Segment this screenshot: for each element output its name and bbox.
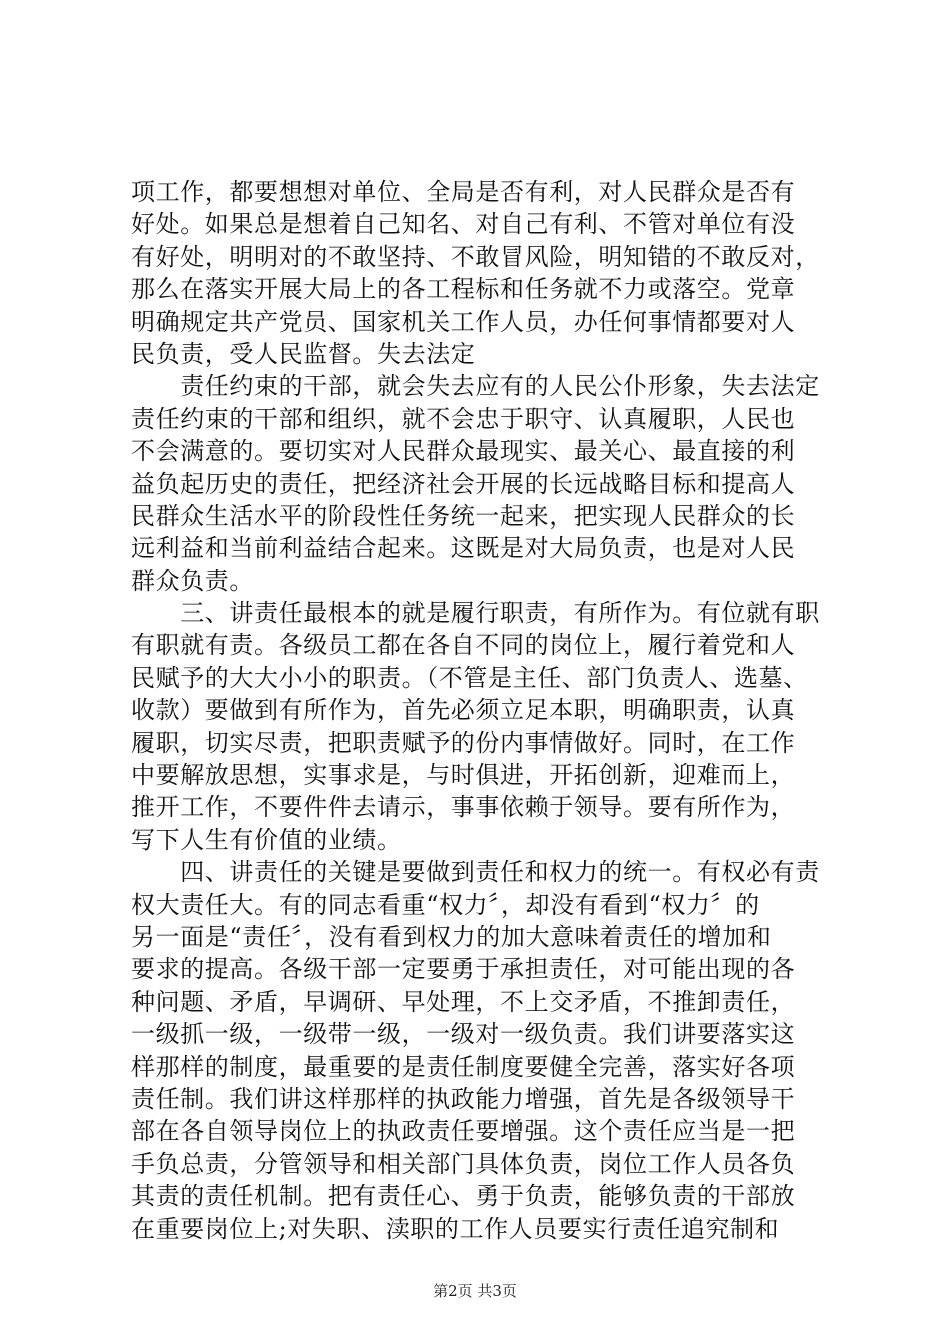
page-number-footer: 第2页 共3页 [433,1282,517,1300]
text-line: 责任约束的干部，就会失去应有的人民公仆形象，失去法定 [131,372,820,401]
text-line: 民赋予的大大小小的职责。（不管是主任、部门负责人、选墓、 [131,663,808,692]
text-line: 有职就有责。各级员工都在各自不同的岗位上，履行着党和人 [131,631,796,660]
text-line: 民负责，受人民监督。失去法定 [131,339,476,368]
text-line: 收款）要做到有所作为，首先必须立足本职，明确职责，认真 [131,696,796,725]
text-line: 好处。如果总是想着自己知名、对自己有利、不管对单位有没 [131,210,796,239]
text-line: 四、讲责任的关键是要做到责任和权力的统一。有权必有责 [131,858,820,887]
text-line: 益负起历史的责任，把经济社会开展的长远战略目标和提高人 [131,469,796,498]
text-line: 种问题、矛盾，早调研、早处理，不上交矛盾，不推卸责任， [131,987,796,1016]
text-line: 不会满意的。要切实对人民群众最现实、最关心、最直接的利 [131,437,796,466]
text-line: 那么在落实开展大局上的各工程标和任务就不力或落空。党章 [131,275,796,304]
text-line: 一级抓一级，一级带一级，一级对一级负责。我们讲要落实这 [131,1020,796,1049]
text-line: 责任约束的干部和组织，就不会忠于职守、认真履职，人民也 [131,404,796,433]
text-line: 项工作，都要想想对单位、全局是否有利，对人民群众是否有 [131,178,796,206]
text-line: 权大责任大。有的同志看重“权力〞，却没有看到“权力〞的 [131,890,760,919]
text-line: 要求的提高。各级干部一定要勇于承担责任，对可能出现的各 [131,955,796,984]
text-line: 有好处，明明对的不敢坚持、不敢冒风险，明知错的不敢反对， [131,242,820,271]
text-line: 部在各自领导岗位上的执政责任要增强。这个责任应当是一把 [131,1117,796,1146]
text-line: 样那样的制度，最重要的是责任制度要健全完善，落实好各项 [131,1052,796,1081]
text-line: 写下人生有价值的业绩。 [131,825,402,854]
text-line: 群众负责。 [131,566,254,595]
text-line: 民群众生活水平的阶段性任务统一起来，把实现人民群众的长 [131,501,796,530]
text-line: 其责的责任机制。把有责任心、勇于负责，能够负责的干部放 [131,1182,796,1211]
text-line: 明确规定共产党员、国家机关工作人员，办任何事情都要对人 [131,307,796,336]
text-line: 履职，切实尽责，把职责赋予的份内事情做好。同时，在工作 [131,728,796,757]
text-line: 中要解放思想，实事求是，与时俱进，开拓创新，迎难而上， [131,761,796,790]
text-line: 在重要岗位上;对失职、渎职的工作人员要实行责任追究制和 [131,1214,780,1243]
text-line: 远利益和当前利益结合起来。这既是对大局负责，也是对人民 [131,534,796,563]
text-line: 手负总责，分管领导和相关部门具体负责，岗位工作人员各负 [131,1149,796,1178]
text-line: 三、讲责任最根本的就是履行职责，有所作为。有位就有职 [131,599,820,628]
body-text [131,176,831,1245]
text-line: 另一面是“责任〞，没有看到权力的加大意味着责任的增加和 [131,922,772,951]
text-line: 推开工作，不要件件去请示，事事依赖于领导。要有所作为， [131,793,796,822]
text-line: 责任制。我们讲这样那样的执政能力增强，首先是各级领导干 [131,1084,796,1113]
